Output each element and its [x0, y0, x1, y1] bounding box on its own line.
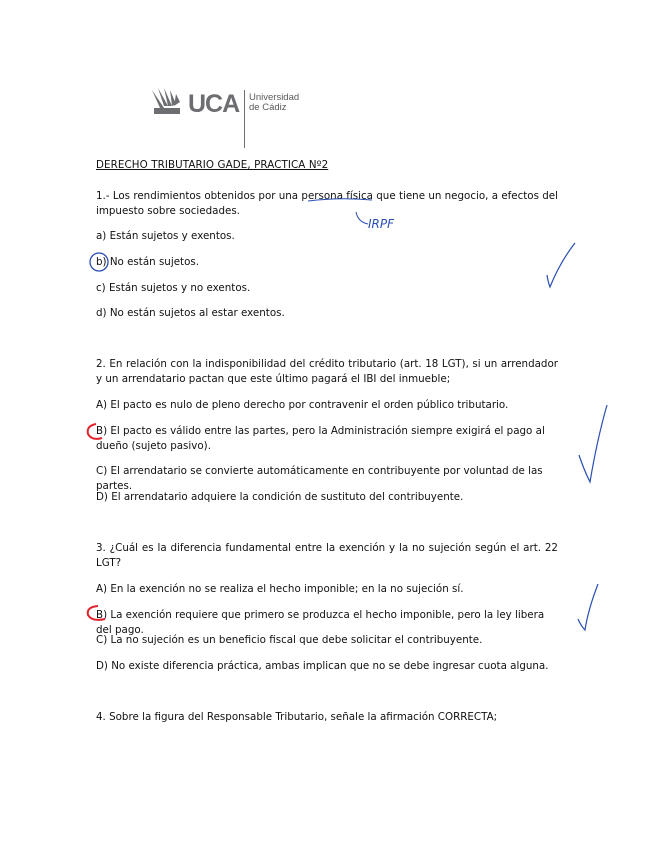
- question-3-option-d[interactable]: D) No existe diferencia práctica, ambas implican que no se debe ingresar cuota alguna.: [96, 660, 549, 672]
- question-2-option-d[interactable]: D) El arrendatario adquiere la condición de sustituto del contribuyente.: [96, 491, 464, 503]
- handwritten-note: IRPF: [368, 217, 395, 231]
- question-1-option-b[interactable]: b) No están sujetos.: [96, 256, 200, 268]
- page-title: DERECHO TRIBUTARIO GADE, PRACTICA Nº2: [96, 159, 329, 171]
- university-logo: [150, 86, 320, 148]
- question-1-option-c[interactable]: c) Están sujetos y no exentos.: [96, 282, 251, 294]
- question-1-text: 1.- Los rendimientos obtenidos por una persona física que tiene un negocio, a efectos del impuesto sobre sociedades.: [96, 190, 558, 217]
- uca-emblem-icon: [150, 86, 186, 116]
- question-3-option-b[interactable]: B) La exención requiere que primero se produzca el hecho imponible, pero la ley libera del pago.: [96, 609, 545, 636]
- question-2-option-c[interactable]: C) El arrendatario se convierte automáticamente en contribuyente por voluntad de las partes.: [96, 465, 543, 492]
- question-1-option-a[interactable]: a) Están sujetos y exentos.: [96, 230, 235, 242]
- check-mark-icon: [579, 405, 607, 482]
- question-3-option-a[interactable]: A) En la exención no se realiza el hecho imponible; en la no sujeción sí.: [96, 583, 464, 595]
- question-1-option-d[interactable]: d) No están sujetos al estar exentos.: [96, 307, 285, 319]
- question-2-option-a[interactable]: A) El pacto es nulo de pleno derecho por contravenir el orden público tributario.: [96, 399, 509, 411]
- question-3-option-c[interactable]: C) La no sujeción es un beneficio fiscal que debe solicitar el contribuyente.: [96, 634, 483, 646]
- question-3-text: 3. ¿Cuál es la diferencia fundamental entre la exención y la no sujeción según el art. 22 LGT?: [96, 542, 558, 569]
- logo-acronym: UCA: [188, 90, 240, 118]
- check-mark-icon: [578, 584, 598, 630]
- logo-university-name: Universidad de Cádiz: [249, 92, 300, 113]
- question-2-text: 2. En relación con la indisponibilidad del crédito tributario (art. 18 LGT), si un arrendador y un arrendatario pactan que este último pagará el IBI del inmueble;: [96, 358, 558, 385]
- logo-divider: [244, 90, 245, 148]
- question-4-text: 4. Sobre la figura del Responsable Tributario, señale la afirmación CORRECTA;: [96, 711, 498, 723]
- question-2-option-b[interactable]: B) El pacto es válido entre las partes, pero la Administración siempre exigirá el pago al dueño (sujeto pasivo).: [96, 425, 545, 452]
